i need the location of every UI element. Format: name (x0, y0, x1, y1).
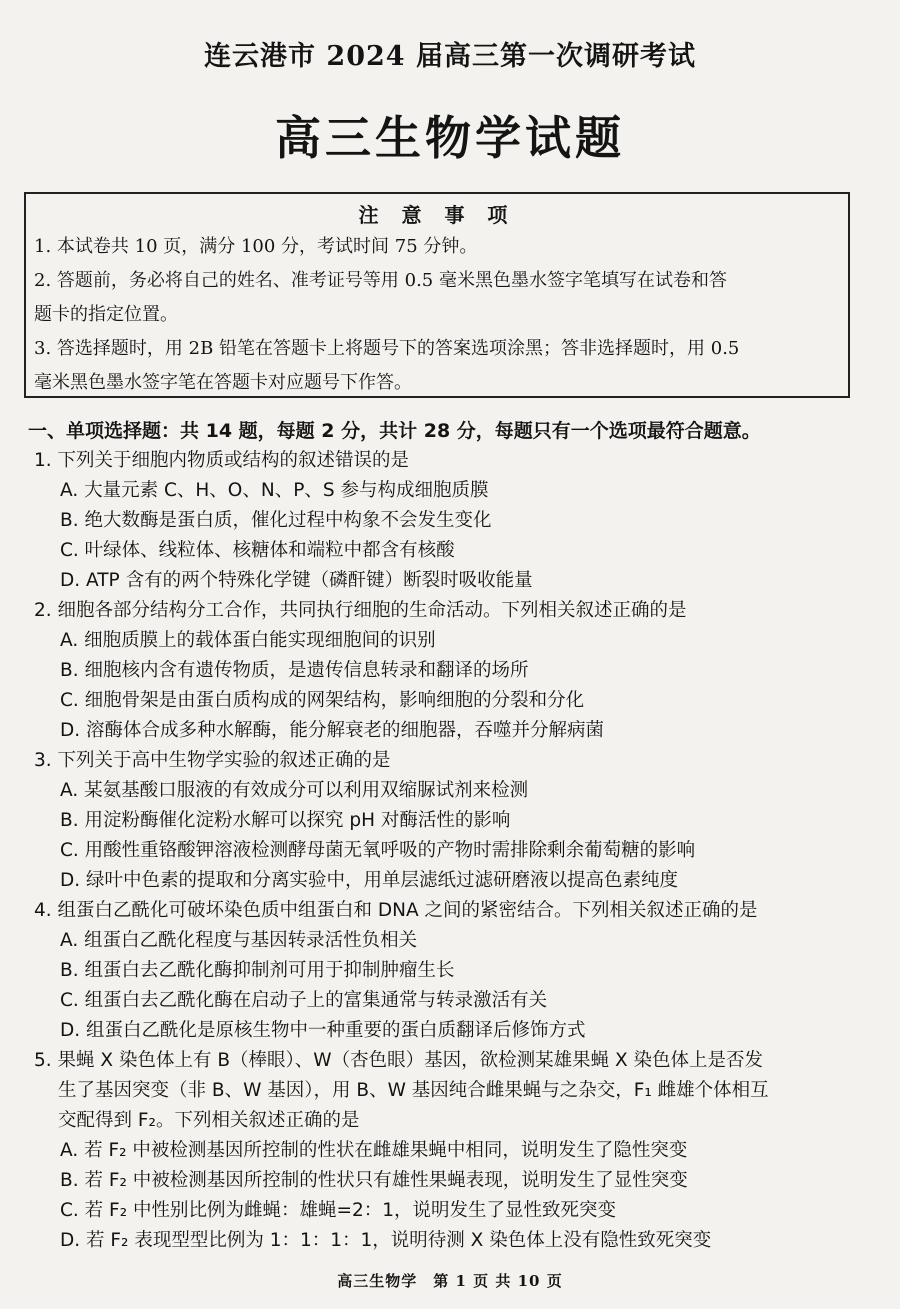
option-d: D. 若 F₂ 表现型型比例为 1：1：1：1，说明待测 X 染色体上没有隐性致死突变 (60, 1230, 712, 1251)
option-d: D. 绿叶中色素的提取和分离实验中，用单层滤纸过滤研磨液以提高色素纯度 (60, 870, 679, 891)
option-b: B. 绝大数酶是蛋白质，催化过程中构象不会发生变化 (60, 510, 492, 531)
question-stem: 5. 果蝇 X 染色体上有 B（棒眼）、W（杏色眼）基因，欲检测某雄果蝇 X 染色体上是否发 (34, 1050, 764, 1071)
option-b: B. 用淀粉酶催化淀粉水解可以探究 pH 对酶活性的影响 (60, 810, 511, 831)
question-list (0, 446, 900, 1256)
option-d: D. 溶酶体合成多种水解酶，能分解衰老的细胞器，吞噬并分解病菌 (60, 720, 605, 741)
option-a: A. 大量元素 C、H、O、N、P、S 参与构成细胞质膜 (60, 480, 489, 501)
question-stem: 4. 组蛋白乙酰化可破坏染色质中组蛋白和 DNA 之间的紧密结合。下列相关叙述正确的是 (34, 900, 758, 921)
option-a: A. 组蛋白乙酰化程度与基因转录活性负相关 (60, 930, 418, 951)
question-stem: 2. 细胞各部分结构分工合作，共同执行细胞的生命活动。下列相关叙述正确的是 (34, 600, 687, 621)
question-1 (0, 446, 900, 596)
option-b: B. 细胞核内含有遗传物质，是遗传信息转录和翻译的场所 (60, 660, 529, 681)
question-2 (0, 596, 900, 746)
option-a: A. 某氨基酸口服液的有效成分可以利用双缩脲试剂来检测 (60, 780, 529, 801)
section-title: 一、单项选择题：共 14 题，每题 2 分，共计 28 分，每题只有一个选项最符合题意。 (28, 420, 761, 442)
question-4 (0, 896, 900, 1046)
question-stem-continued: 生了基因突变（非 B、W 基因），用 B、W 基因纯合雌果蝇与之杂交，F₁ 雌雄个体相互 (58, 1080, 769, 1101)
exam-name: 连云港市 2024 届高三第一次调研考试 (204, 41, 696, 72)
notice-line: 毫米黑色墨水签字笔在答题卡对应题号下作答。 (34, 372, 412, 393)
question-stem: 1. 下列关于细胞内物质或结构的叙述错误的是 (34, 450, 410, 471)
option-c: C. 叶绿体、线粒体、核糖体和端粒中都含有核酸 (60, 540, 455, 561)
paper-title: 高三生物学试题 (275, 111, 625, 165)
notice-line: 3. 答选择题时，用 2B 铅笔在答题卡上将题号下的答案选项涂黑；答非选择题时，用 0.5 (34, 338, 740, 359)
notice-line: 2. 答题前，务必将自己的姓名、准考证号等用 0.5 毫米黑色墨水签字笔填写在试卷和答 (34, 270, 727, 291)
notice-box (24, 192, 850, 398)
question-5 (0, 1046, 900, 1256)
option-a: A. 细胞质膜上的载体蛋白能实现细胞间的识别 (60, 630, 436, 651)
notice-line: 1. 本试卷共 10 页，满分 100 分，考试时间 75 分钟。 (34, 236, 478, 257)
option-a: A. 若 F₂ 中被检测基因所控制的性状在雌雄果蝇中相同，说明发生了隐性突变 (60, 1140, 688, 1161)
option-b: B. 若 F₂ 中被检测基因所控制的性状只有雄性果蝇表现，说明发生了显性突变 (60, 1170, 688, 1191)
page-footer: 高三生物学 第 1 页 共 10 页 (337, 1272, 563, 1290)
question-3 (0, 746, 900, 896)
option-d: D. 组蛋白乙酰化是原核生物中一种重要的蛋白质翻译后修饰方式 (60, 1020, 586, 1041)
option-c: C. 组蛋白去乙酰化酶在启动子上的富集通常与转录激活有关 (60, 990, 548, 1011)
option-c: C. 若 F₂ 中性别比例为雌蝇：雄蝇=2：1，说明发生了显性致死突变 (60, 1200, 617, 1221)
option-c: C. 用酸性重铬酸钾溶液检测酵母菌无氧呼吸的产物时需排除剩余葡萄糖的影响 (60, 840, 696, 861)
option-c: C. 细胞骨架是由蛋白质构成的网架结构，影响细胞的分裂和分化 (60, 690, 585, 711)
question-stem: 3. 下列关于高中生物学实验的叙述正确的是 (34, 750, 391, 771)
question-stem-continued: 交配得到 F₂。下列相关叙述正确的是 (58, 1110, 360, 1131)
notice-line: 题卡的指定位置。 (34, 304, 178, 325)
option-d: D. ATP 含有的两个特殊化学键（磷酐键）断裂时吸收能量 (60, 570, 533, 591)
option-b: B. 组蛋白去乙酰化酶抑制剂可用于抑制肿瘤生长 (60, 960, 455, 981)
notice-heading: 注 意 事 项 (358, 203, 516, 227)
